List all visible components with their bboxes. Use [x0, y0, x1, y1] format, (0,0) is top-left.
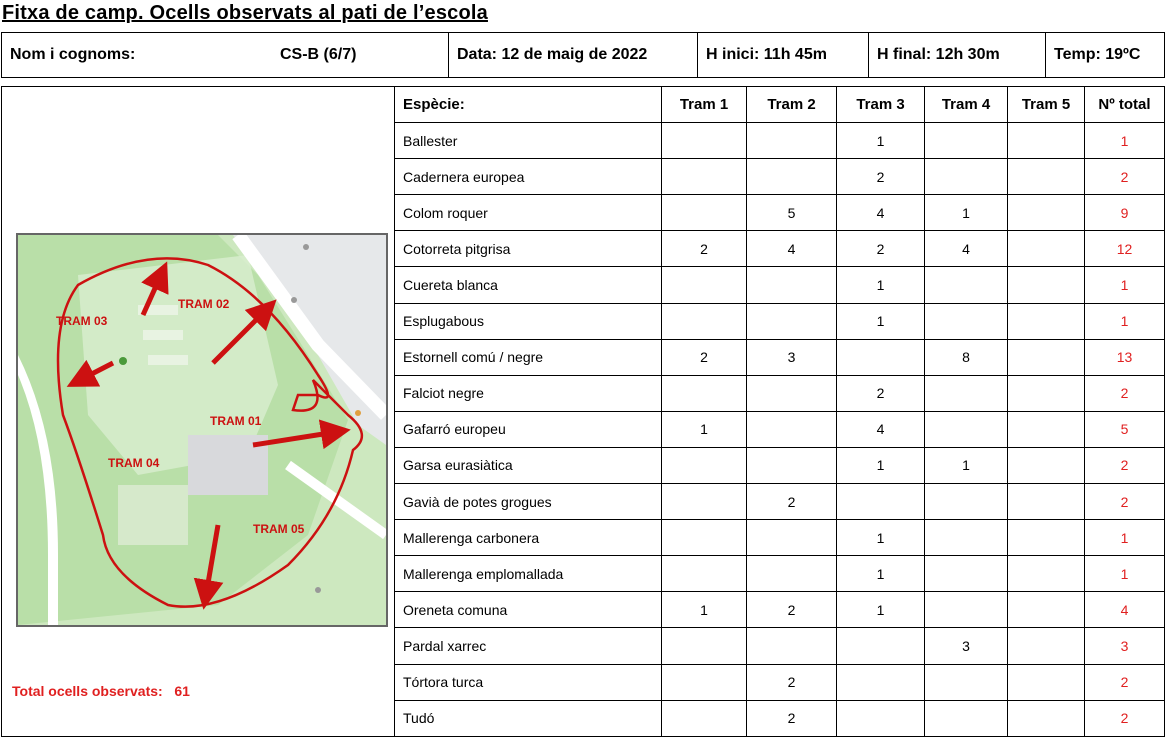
- species-name: Mallerenga emplomallada: [395, 556, 662, 592]
- tram-2-count: [747, 267, 837, 303]
- map-panel: [2, 87, 395, 737]
- tram-5-count: [1008, 195, 1085, 231]
- tram-5-count: [1008, 484, 1085, 520]
- tram-1-count: [662, 556, 747, 592]
- tram-4-count: 8: [925, 339, 1008, 375]
- species-name: Colom roquer: [395, 195, 662, 231]
- tram-2-count: [747, 123, 837, 159]
- species-name: Tórtora turca: [395, 664, 662, 700]
- tram-1-count: [662, 267, 747, 303]
- tram-2-count: 2: [747, 592, 837, 628]
- date-cell: Data: 12 de maig de 2022: [449, 33, 698, 78]
- tram-1-count: 1: [662, 411, 747, 447]
- col-header-total: Nº total: [1085, 87, 1165, 123]
- tram-4-count: [925, 520, 1008, 556]
- total-count: 12: [1085, 231, 1165, 267]
- tram-4-count: 3: [925, 628, 1008, 664]
- tram-1-count: [662, 123, 747, 159]
- tram-3-count: 1: [837, 303, 925, 339]
- col-header-tram-1: Tram 1: [662, 87, 747, 123]
- start-time-cell: H inici: 11h 45m: [698, 33, 869, 78]
- tram-1-count: [662, 195, 747, 231]
- total-count: 9: [1085, 195, 1165, 231]
- total-count: 1: [1085, 123, 1165, 159]
- total-count: 1: [1085, 303, 1165, 339]
- col-header-tram-5: Tram 5: [1008, 87, 1085, 123]
- tram-4-count: 1: [925, 447, 1008, 483]
- species-name: Oreneta comuna: [395, 592, 662, 628]
- tram-4-count: [925, 159, 1008, 195]
- species-name: Cuereta blanca: [395, 267, 662, 303]
- tram-2-count: [747, 520, 837, 556]
- total-count: 13: [1085, 339, 1165, 375]
- route-map: [16, 233, 388, 627]
- species-name: Mallerenga carbonera: [395, 520, 662, 556]
- tram-1-count: [662, 520, 747, 556]
- route-map-image: [18, 235, 386, 625]
- name-cell: [2, 33, 449, 78]
- tram-3-count: [837, 664, 925, 700]
- header-table: [1, 32, 1165, 78]
- total-count: 4: [1085, 592, 1165, 628]
- species-name: Cadernera europea: [395, 159, 662, 195]
- tram-4-count: [925, 484, 1008, 520]
- total-count: 5: [1085, 411, 1165, 447]
- tram-4-count: [925, 303, 1008, 339]
- tram-03-label: TRAM 03: [56, 314, 108, 328]
- tram-5-count: [1008, 339, 1085, 375]
- total-count: 2: [1085, 159, 1165, 195]
- tram-1-count: [662, 664, 747, 700]
- tram-5-count: [1008, 664, 1085, 700]
- species-name: Esplugabous: [395, 303, 662, 339]
- tram-3-count: [837, 700, 925, 736]
- total-count: 1: [1085, 520, 1165, 556]
- tram-3-count: 1: [837, 447, 925, 483]
- col-header-tram-2: Tram 2: [747, 87, 837, 123]
- page-title: Fitxa de camp. Ocells observats al pati de l’escola: [2, 2, 488, 24]
- tram-2-count: 5: [747, 195, 837, 231]
- species-name: Gavià de potes grogues: [395, 484, 662, 520]
- total-count: 2: [1085, 484, 1165, 520]
- tram-01-label: TRAM 01: [210, 414, 262, 428]
- col-header-species: Espècie:: [395, 87, 662, 123]
- species-name: Estornell comú / negre: [395, 339, 662, 375]
- tram-4-count: [925, 700, 1008, 736]
- tram-3-count: 1: [837, 123, 925, 159]
- tram-1-count: 2: [662, 339, 747, 375]
- tram-5-count: [1008, 520, 1085, 556]
- tram-5-count: [1008, 375, 1085, 411]
- tram-5-count: [1008, 700, 1085, 736]
- tram-4-count: [925, 592, 1008, 628]
- tram-1-count: [662, 484, 747, 520]
- tram-2-count: [747, 411, 837, 447]
- total-count: 2: [1085, 447, 1165, 483]
- species-name: Pardal xarrec: [395, 628, 662, 664]
- tram-1-count: [662, 700, 747, 736]
- tram-5-count: [1008, 231, 1085, 267]
- tram-1-count: [662, 159, 747, 195]
- tram-3-count: 1: [837, 267, 925, 303]
- total-value: 61: [174, 683, 190, 699]
- tram-1-count: [662, 375, 747, 411]
- tram-2-count: 2: [747, 700, 837, 736]
- col-header-tram-4: Tram 4: [925, 87, 1008, 123]
- species-name: Ballester: [395, 123, 662, 159]
- tram-5-count: [1008, 159, 1085, 195]
- tram-3-count: 2: [837, 231, 925, 267]
- tram-1-count: [662, 447, 747, 483]
- total-count: 2: [1085, 375, 1165, 411]
- tram-1-count: [662, 628, 747, 664]
- tram-5-count: [1008, 556, 1085, 592]
- tram-1-count: 2: [662, 231, 747, 267]
- total-label: Total ocells observats:: [12, 683, 163, 699]
- tram-2-count: [747, 375, 837, 411]
- tram-3-count: 4: [837, 411, 925, 447]
- name-value: CS-B (6/7): [280, 46, 357, 63]
- end-time-cell: H final: 12h 30m: [869, 33, 1046, 78]
- tram-4-count: [925, 556, 1008, 592]
- tram-3-count: 1: [837, 520, 925, 556]
- species-name: Garsa eurasiàtica: [395, 447, 662, 483]
- tram-4-count: [925, 123, 1008, 159]
- tram-2-count: [747, 159, 837, 195]
- total-count: 2: [1085, 700, 1165, 736]
- tram-4-count: [925, 664, 1008, 700]
- tram-3-count: [837, 628, 925, 664]
- tram-2-count: [747, 628, 837, 664]
- species-name: Cotorreta pitgrisa: [395, 231, 662, 267]
- tram-5-count: [1008, 123, 1085, 159]
- tram-3-count: 1: [837, 556, 925, 592]
- temperature-cell: Temp: 19ºC: [1046, 33, 1165, 78]
- tram-4-count: 1: [925, 195, 1008, 231]
- tram-05-label: TRAM 05: [253, 522, 305, 536]
- tram-3-count: 1: [837, 592, 925, 628]
- total-count: 3: [1085, 628, 1165, 664]
- table-header-row: [2, 87, 1165, 123]
- tram-2-count: 4: [747, 231, 837, 267]
- species-table: [1, 86, 1165, 737]
- total-count: 2: [1085, 664, 1165, 700]
- tram-3-count: 2: [837, 375, 925, 411]
- name-label: Nom i cognoms:: [10, 46, 136, 63]
- tram-2-count: 2: [747, 484, 837, 520]
- total-count: 1: [1085, 267, 1165, 303]
- tram-3-count: [837, 484, 925, 520]
- tram-04-label: TRAM 04: [108, 456, 160, 470]
- tram-1-count: 1: [662, 592, 747, 628]
- tram-5-count: [1008, 303, 1085, 339]
- tram-3-count: [837, 339, 925, 375]
- species-name: Falciot negre: [395, 375, 662, 411]
- total-count: 1: [1085, 556, 1165, 592]
- tram-4-count: 4: [925, 231, 1008, 267]
- tram-5-count: [1008, 447, 1085, 483]
- total-observed: [12, 683, 190, 699]
- tram-4-count: [925, 411, 1008, 447]
- tram-5-count: [1008, 411, 1085, 447]
- tram-1-count: [662, 303, 747, 339]
- tram-5-count: [1008, 628, 1085, 664]
- species-name: Tudó: [395, 700, 662, 736]
- tram-5-count: [1008, 592, 1085, 628]
- tram-2-count: [747, 556, 837, 592]
- col-header-tram-3: Tram 3: [837, 87, 925, 123]
- tram-02-label: TRAM 02: [178, 297, 230, 311]
- tram-2-count: [747, 447, 837, 483]
- tram-2-count: 3: [747, 339, 837, 375]
- tram-5-count: [1008, 267, 1085, 303]
- tram-2-count: 2: [747, 664, 837, 700]
- tram-2-count: [747, 303, 837, 339]
- tram-4-count: [925, 375, 1008, 411]
- tram-3-count: 4: [837, 195, 925, 231]
- tram-4-count: [925, 267, 1008, 303]
- tram-3-count: 2: [837, 159, 925, 195]
- species-name: Gafarró europeu: [395, 411, 662, 447]
